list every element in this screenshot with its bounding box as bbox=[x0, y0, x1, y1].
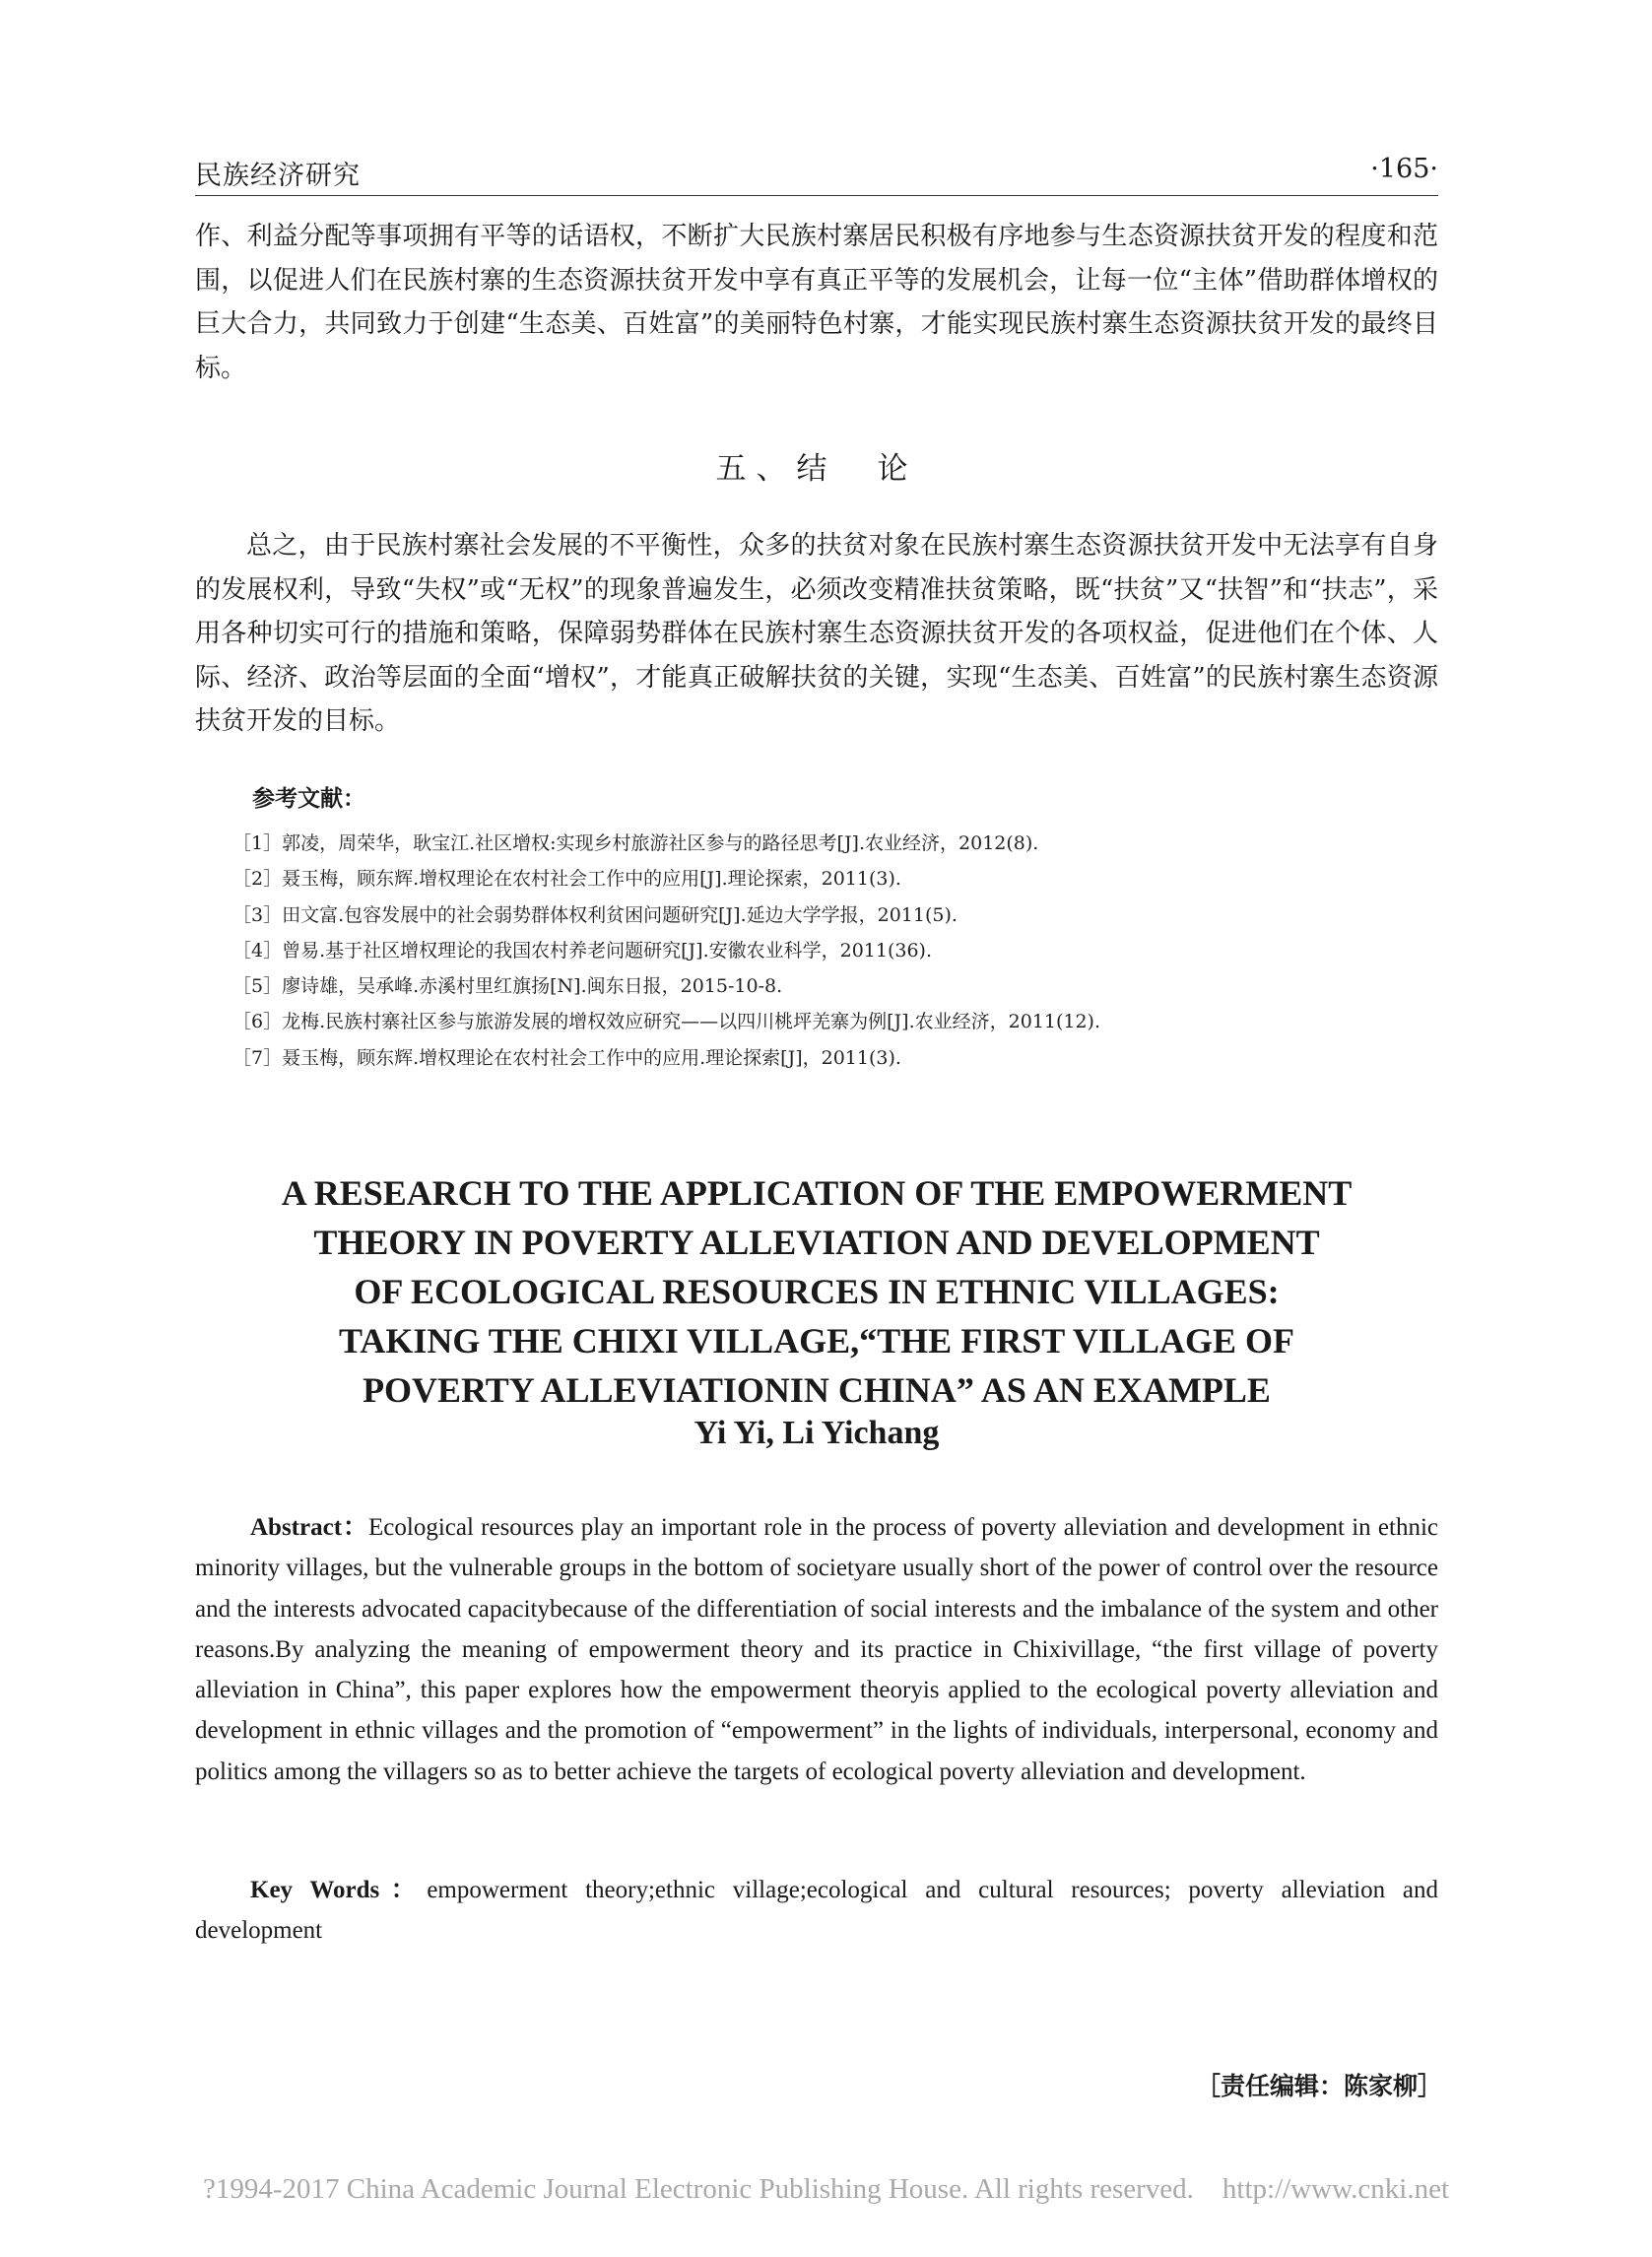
keywords-text: empowerment theory;ethnic village;ecological and cultural resources; poverty alleviation and development bbox=[195, 1877, 1438, 1945]
responsible-editor: ［责任编辑：陈家柳］ bbox=[1195, 2072, 1442, 2100]
english-title-line: A RESEARCH TO THE APPLICATION OF THE EMPOWERMENT bbox=[281, 1173, 1353, 1213]
journal-name: 民族经济研究 bbox=[195, 161, 361, 191]
references-list bbox=[232, 826, 1415, 1076]
abstract-label: Abstract： bbox=[250, 1514, 369, 1541]
reference-item: ［7］聂玉梅，顾东辉.增权理论在农村社会工作中的应用.理论探索[J]，2011(3). bbox=[232, 1046, 901, 1069]
english-title bbox=[195, 1168, 1438, 1415]
english-keywords bbox=[195, 1870, 1438, 1952]
abstract-text: Ecological resources play an important role in the process of poverty alleviation and development in ethnic minority villages, but the vulnerable groups in the bottom of societyare usually short of the power of control over the resource and the interests advocated capacitybecause of the differentiation of social interests and the imbalance of the system and other reasons.By analyzing the meaning of empowerment theory and its practice in Chixivillage, “the first village of poverty alleviation in China”, this paper explores how the empowerment theoryis applied to the ecological poverty alleviation and development in ethnic villages and the promotion of “empowerment” in the lights of individuals, interpersonal, economy and politics among the villagers so as to better achieve the targets of ecological poverty alleviation and development. bbox=[195, 1514, 1439, 1785]
reference-item: ［5］廖诗雄，吴承峰.赤溪村里红旗扬[N].闽东日报，2015-10-8. bbox=[232, 975, 783, 998]
english-title-line: TAKING THE CHIXI VILLAGE,“THE FIRST VILLAGE OF bbox=[339, 1321, 1294, 1361]
running-header bbox=[195, 148, 1438, 196]
english-abstract bbox=[195, 1507, 1438, 1792]
english-title-line: OF ECOLOGICAL RESOURCES IN ETHNIC VILLAGES: bbox=[354, 1272, 1280, 1311]
reference-item: ［1］郭凌，周荣华，耿宝江.社区增权:实现乡村旅游社区参与的路径思考[J].农业经济，2012(8). bbox=[232, 832, 1039, 854]
english-title-line: THEORY IN POVERTY ALLEVIATION AND DEVELOPMENT bbox=[313, 1223, 1320, 1262]
reference-item: ［3］田文富.包容发展中的社会弱势群体权利贫困问题研究[J].延边大学学报，2011(5). bbox=[232, 903, 958, 926]
reference-item: ［2］聂玉梅，顾东辉.增权理论在农村社会工作中的应用[J].理论探索，2011(3). bbox=[232, 868, 901, 891]
english-authors: Yi Yi, Li Yichang bbox=[694, 1415, 940, 1451]
keywords-label: Key Words： bbox=[250, 1877, 428, 1903]
section-heading: 五、结 论 bbox=[715, 451, 918, 487]
page-number: ·165· bbox=[1370, 154, 1438, 184]
reference-item: ［4］曾易.基于社区增权理论的我国农村养老问题研究[J].安徽农业科学，2011(36). bbox=[232, 939, 933, 962]
conclusion-paragraph: 总之，由于民族村寨社会发展的不平衡性，众多的扶贫对象在民族村寨生态资源扶贫开发中无法享有自身的发展权利，导致“失权”或“无权”的现象普遍发生，必须改变精准扶贫策略，既“扶贫”又“扶智”和“扶志”，采用各种切实可行的措施和策略，保障弱势群体在民族村寨生态资源扶贫开发的各项权益，促进他们在个体、人际、经济、政治等层面的全面“增权”，才能真正破解扶贫的关键，实现“生态美、百姓富”的民族村寨生态资源扶贫开发的目标。 bbox=[195, 531, 1438, 737]
references-title: 参考文献： bbox=[252, 786, 365, 812]
intro-paragraph: 作、利益分配等事项拥有平等的话语权，不断扩大民族村寨居民积极有序地参与生态资源扶贫开发的程度和范围，以促进人们在民族村寨的生态资源扶贫开发中享有真正平等的发展机会，让每一位“主体”借助群体增权的巨大合力，共同致力于创建“生态美、百姓富”的美丽特色村寨，才能实现民族村寨生态资源扶贫开发的最终目标。 bbox=[195, 222, 1438, 383]
copyright-footer: ?1994-2017 China Academic Journal Electronic Publishing House. All rights reserved. http://www.cnki.net bbox=[202, 2173, 1450, 2205]
reference-item: ［6］龙梅.民族村寨社区参与旅游发展的增权效应研究——以四川桃坪羌寨为例[J].农业经济，2011(12). bbox=[232, 1011, 1101, 1033]
english-title-line: POVERTY ALLEVIATIONIN CHINA” AS AN EXAMPLE bbox=[363, 1370, 1271, 1410]
